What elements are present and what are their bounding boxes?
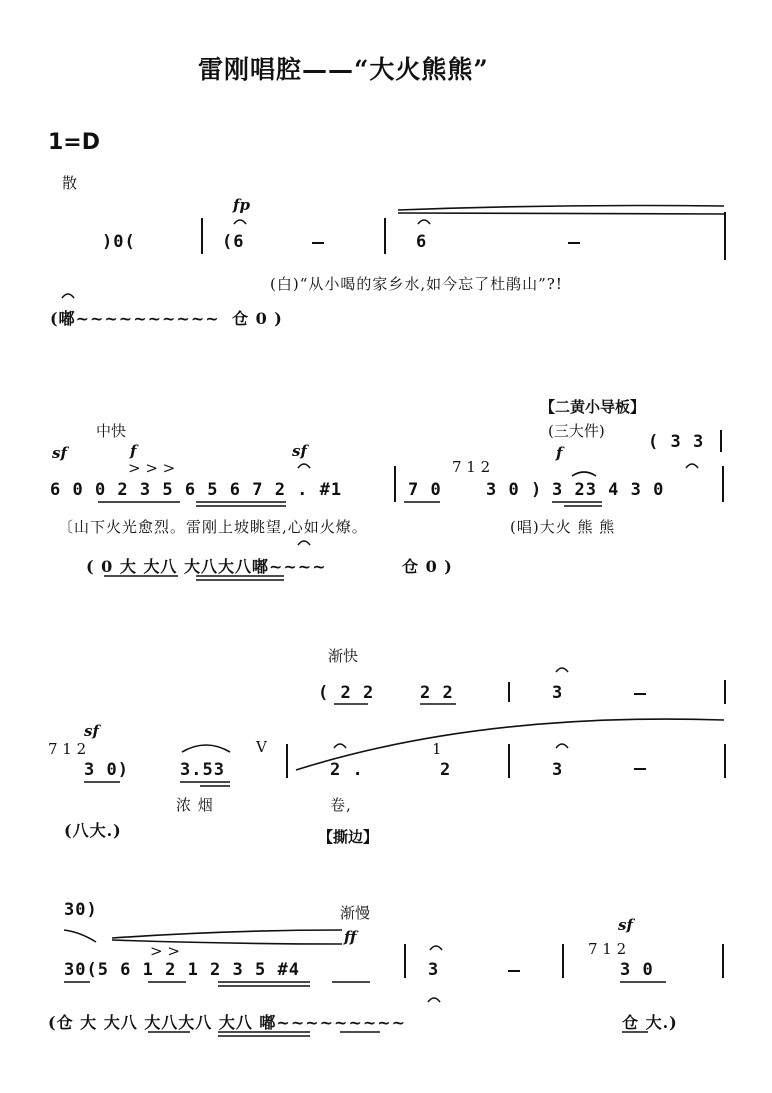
- spoken-dialogue: (白)“从小喝的家乡水,如今忘了杜鹃山”?!: [270, 275, 563, 293]
- dynamic-marking: f: [130, 442, 137, 460]
- hairpin: [112, 940, 342, 944]
- notes-sung: 3 23 4 3 0: [552, 480, 665, 500]
- grace-notes: 7 1 2: [452, 458, 491, 476]
- notes-a: 3 0): [84, 760, 129, 780]
- notes-after-grace: 3 0 ): [486, 480, 543, 500]
- notes-d: 2: [440, 760, 452, 780]
- fermata: [418, 220, 430, 224]
- dynamic-marking: fp: [233, 196, 250, 214]
- fermata: [298, 541, 310, 545]
- notes-b: 3: [428, 960, 440, 980]
- lyric: 卷,: [330, 796, 352, 814]
- lyric-cue: 〔山下火光愈烈。雷刚上坡眺望,心如火燎。: [58, 518, 368, 536]
- fermata: [428, 998, 440, 1002]
- percussion-line: (仓 大 大八 大八大八 大八 嘟~~~~~~~~~: [48, 1013, 407, 1032]
- percussion-end: 仓 0 ): [232, 309, 283, 328]
- fermata: [556, 668, 568, 672]
- notes-upper: 30): [64, 900, 98, 920]
- notes-upper: 2 2: [420, 683, 454, 703]
- notes-upper: ( 2 2: [318, 683, 375, 703]
- page-title: 雷刚唱腔——“大火熊熊”: [198, 55, 489, 84]
- fermata: [556, 744, 568, 748]
- fermata: [234, 220, 246, 224]
- grace-notes: 1: [432, 740, 442, 758]
- notes-e: 3: [552, 760, 564, 780]
- tempo-marking: 散: [62, 174, 78, 192]
- accompaniment-label: (三大件): [548, 422, 605, 440]
- percussion-tag: 【撕边】: [318, 828, 379, 846]
- accent-marks: > > >: [128, 459, 176, 477]
- slur: [182, 745, 230, 752]
- notes-rest: )0(: [102, 232, 136, 252]
- notes-fermata-1: (6: [222, 232, 245, 252]
- hairpin: [398, 213, 724, 214]
- fermata: [430, 946, 442, 950]
- dynamic-marking: sf: [292, 442, 307, 460]
- banqiang-label: 【二黄小导板】: [540, 398, 646, 416]
- percussion-line: (八大.): [64, 821, 122, 840]
- hairpin: [296, 719, 724, 770]
- breath-mark: V: [256, 738, 267, 756]
- dynamic-marking: sf: [618, 916, 633, 934]
- dynamic-marking: ff: [344, 928, 357, 946]
- tempo-marking: 中快: [96, 422, 127, 440]
- key-signature: 1=D: [48, 130, 101, 155]
- grace-notes: 7 1 2: [588, 940, 627, 958]
- percussion-line: (嘟~~~~~~~~~~: [50, 309, 220, 328]
- dynamic-marking: f: [556, 444, 563, 462]
- percussion-end: 仓 大.): [622, 1013, 678, 1032]
- notes-c: 2 .: [330, 760, 364, 780]
- dynamic-marking: sf: [52, 444, 67, 462]
- notes-c: 3 0: [620, 960, 654, 980]
- grace-notes: 7 1 2: [48, 740, 87, 758]
- hairpin: [112, 930, 342, 938]
- notes-tail: 7 0: [408, 480, 442, 500]
- notes-upper: ( 3 3: [648, 432, 705, 452]
- lyric-sung: (唱)大火 熊 熊: [510, 518, 616, 536]
- fermata: [334, 744, 346, 748]
- percussion-line: ( 0 大 大八 大八大八嘟~~~~: [86, 557, 327, 576]
- notes-main: 30(5 6 1 2 1 2 3 5 #4: [64, 960, 300, 980]
- tempo-marking: 渐慢: [340, 904, 371, 922]
- notes-upper: 3: [552, 683, 564, 703]
- percussion-end: 仓 0 ): [402, 557, 453, 576]
- tie: [572, 472, 596, 476]
- lyric: 浓 烟: [176, 796, 214, 814]
- slur: [64, 930, 96, 942]
- dynamic-marking: sf: [84, 722, 99, 740]
- fermata: [686, 464, 698, 468]
- notes-b: 3.53: [180, 760, 225, 780]
- accent-marks: > >: [150, 942, 180, 960]
- notes-fermata-2: 6: [416, 232, 428, 252]
- tempo-marking: 渐快: [328, 647, 359, 665]
- notes-main: 6 0 0 2 3 5 6 5 6 7 2 . #1: [50, 480, 343, 500]
- fermata: [298, 464, 310, 468]
- fermata: [62, 294, 74, 298]
- hairpin: [398, 206, 724, 211]
